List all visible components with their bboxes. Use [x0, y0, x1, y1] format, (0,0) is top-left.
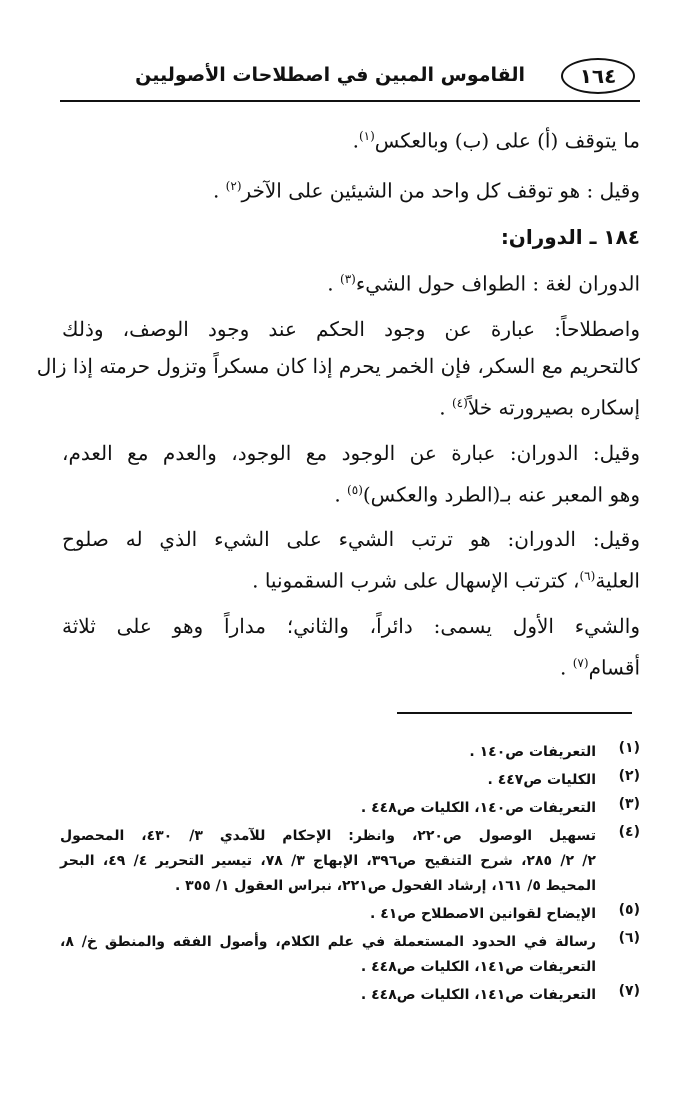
footnote-text: ٢/ ٢/ ٢٨٥، شرح التنقيح ص٣٩٦، الإبهاج ٣/ ٧٨، تيسير التحرير ٤/ ٤٩، البحر — [60, 853, 596, 869]
footnote-number: (٥) — [618, 902, 640, 918]
footnote-text: الإيضاح لقوانين الاصطلاح ص٤١ . — [370, 906, 596, 922]
footnote — [60, 983, 640, 1008]
page-number: ١٦٤ — [561, 58, 635, 94]
footnote — [60, 824, 640, 899]
footnote-ref[interactable]: (٢) — [225, 178, 242, 193]
paragraph — [62, 521, 640, 600]
footnote-number: (٢) — [618, 768, 640, 784]
footnote-number: (٧) — [618, 983, 640, 999]
text-line: وقيل: الدوران: هو ترتب الشيء على الشيء الذي له صلوح — [62, 527, 640, 552]
paragraph — [36, 311, 640, 427]
text-line: والشيء الأول يسمى: دائراً، والثاني؛ مداراً وهو على ثلاثة — [62, 613, 640, 638]
footnote — [60, 902, 640, 927]
footnote-text: التعريفات ص١٤١، الكليات ص٤٤٨ . — [360, 959, 596, 975]
footnote-text: تسهيل الوصول ص٢٢٠، وانظر: الإحكام للآمدي ٣/ ٤٣٠، المحصول — [60, 828, 596, 844]
text-line: وقيل: الدوران: عبارة عن الوجود مع الوجود، والعدم مع العدم، — [62, 440, 640, 465]
footnote-ref[interactable]: (٧) — [572, 655, 589, 670]
paragraph — [62, 118, 640, 160]
section-heading: ١٨٤ ـ الدوران: — [500, 225, 640, 250]
footnote — [60, 768, 640, 793]
footnote-text: التعريفات ص١٤٠، الكليات ص٤٤٨ . — [360, 800, 596, 816]
header-rule — [60, 100, 640, 102]
text-line: كالتحريم مع السكر، فإن الخمر يحرم إذا كان مسكراً وتزول حرمته إذا زال — [36, 353, 640, 378]
footnotes — [60, 740, 640, 1011]
text-line: الدوران لغة : الطواف حول الشيء$^{(٣)}$ . — [327, 271, 640, 296]
footnote — [60, 796, 640, 821]
footnote-separator — [397, 712, 632, 714]
footnote-ref[interactable]: (٥) — [347, 482, 363, 497]
book-title: القاموس المبين في اصطلاحات الأصوليين — [135, 64, 525, 86]
text-line: العلية$^{(٦)}$، كترتب الإسهال على شرب السقمونيا . — [252, 568, 640, 593]
footnote — [60, 740, 640, 765]
footnote-ref[interactable]: (٤) — [451, 395, 468, 410]
text-line: ما يتوقف (أ) على (ب) وبالعكس$^{(١)}$. — [352, 128, 640, 153]
text-line: وقيل : هو توقف كل واحد من الشيئين على الآخر$^{(٢)}$ . — [212, 178, 640, 203]
footnote-ref[interactable]: (٣) — [340, 272, 356, 287]
footnote-text: التعريفات ص١٤١، الكليات ص٤٤٨ . — [360, 987, 596, 1003]
running-header — [60, 50, 635, 96]
footnote-number: (١) — [618, 740, 640, 756]
text-line: وهو المعبر عنه بـ(الطرد والعكس)$^{(٥)}$ . — [334, 482, 640, 507]
text-line: أقسام$^{(٧)}$ . — [560, 655, 640, 680]
text-line: إسكاره بصيرورته خلاً$^{(٤)}$ . — [439, 395, 640, 420]
paragraph — [62, 261, 640, 303]
footnote-number: (٤) — [618, 824, 640, 840]
text-line: واصطلاحاً: عبارة عن وجود الحكم عند وجود الوصف، وذلك — [62, 316, 640, 341]
footnote-text: المحيط ٥/ ١٦١، إرشاد الفحول ص٢٢١، نبراس العقول ١/ ٣٥٥ . — [174, 878, 596, 894]
footnote-number: (٦) — [618, 930, 640, 946]
main-text — [36, 118, 640, 695]
footnote-text: الكليات ص٤٤٧ . — [487, 772, 596, 788]
footnote-number: (٣) — [618, 796, 640, 812]
paragraph — [62, 435, 640, 514]
paragraph — [62, 168, 640, 210]
footnote-ref[interactable]: (١) — [358, 129, 375, 143]
footnote — [60, 930, 640, 980]
paragraph — [62, 608, 640, 687]
footnote-ref[interactable]: (٦) — [579, 569, 596, 584]
footnote-text: التعريفات ص١٤٠ . — [469, 744, 596, 760]
footnote-text: رسالة في الحدود المستعملة في علم الكلام، وأصول الفقه والمنطق خ/ ٨، — [60, 934, 596, 950]
